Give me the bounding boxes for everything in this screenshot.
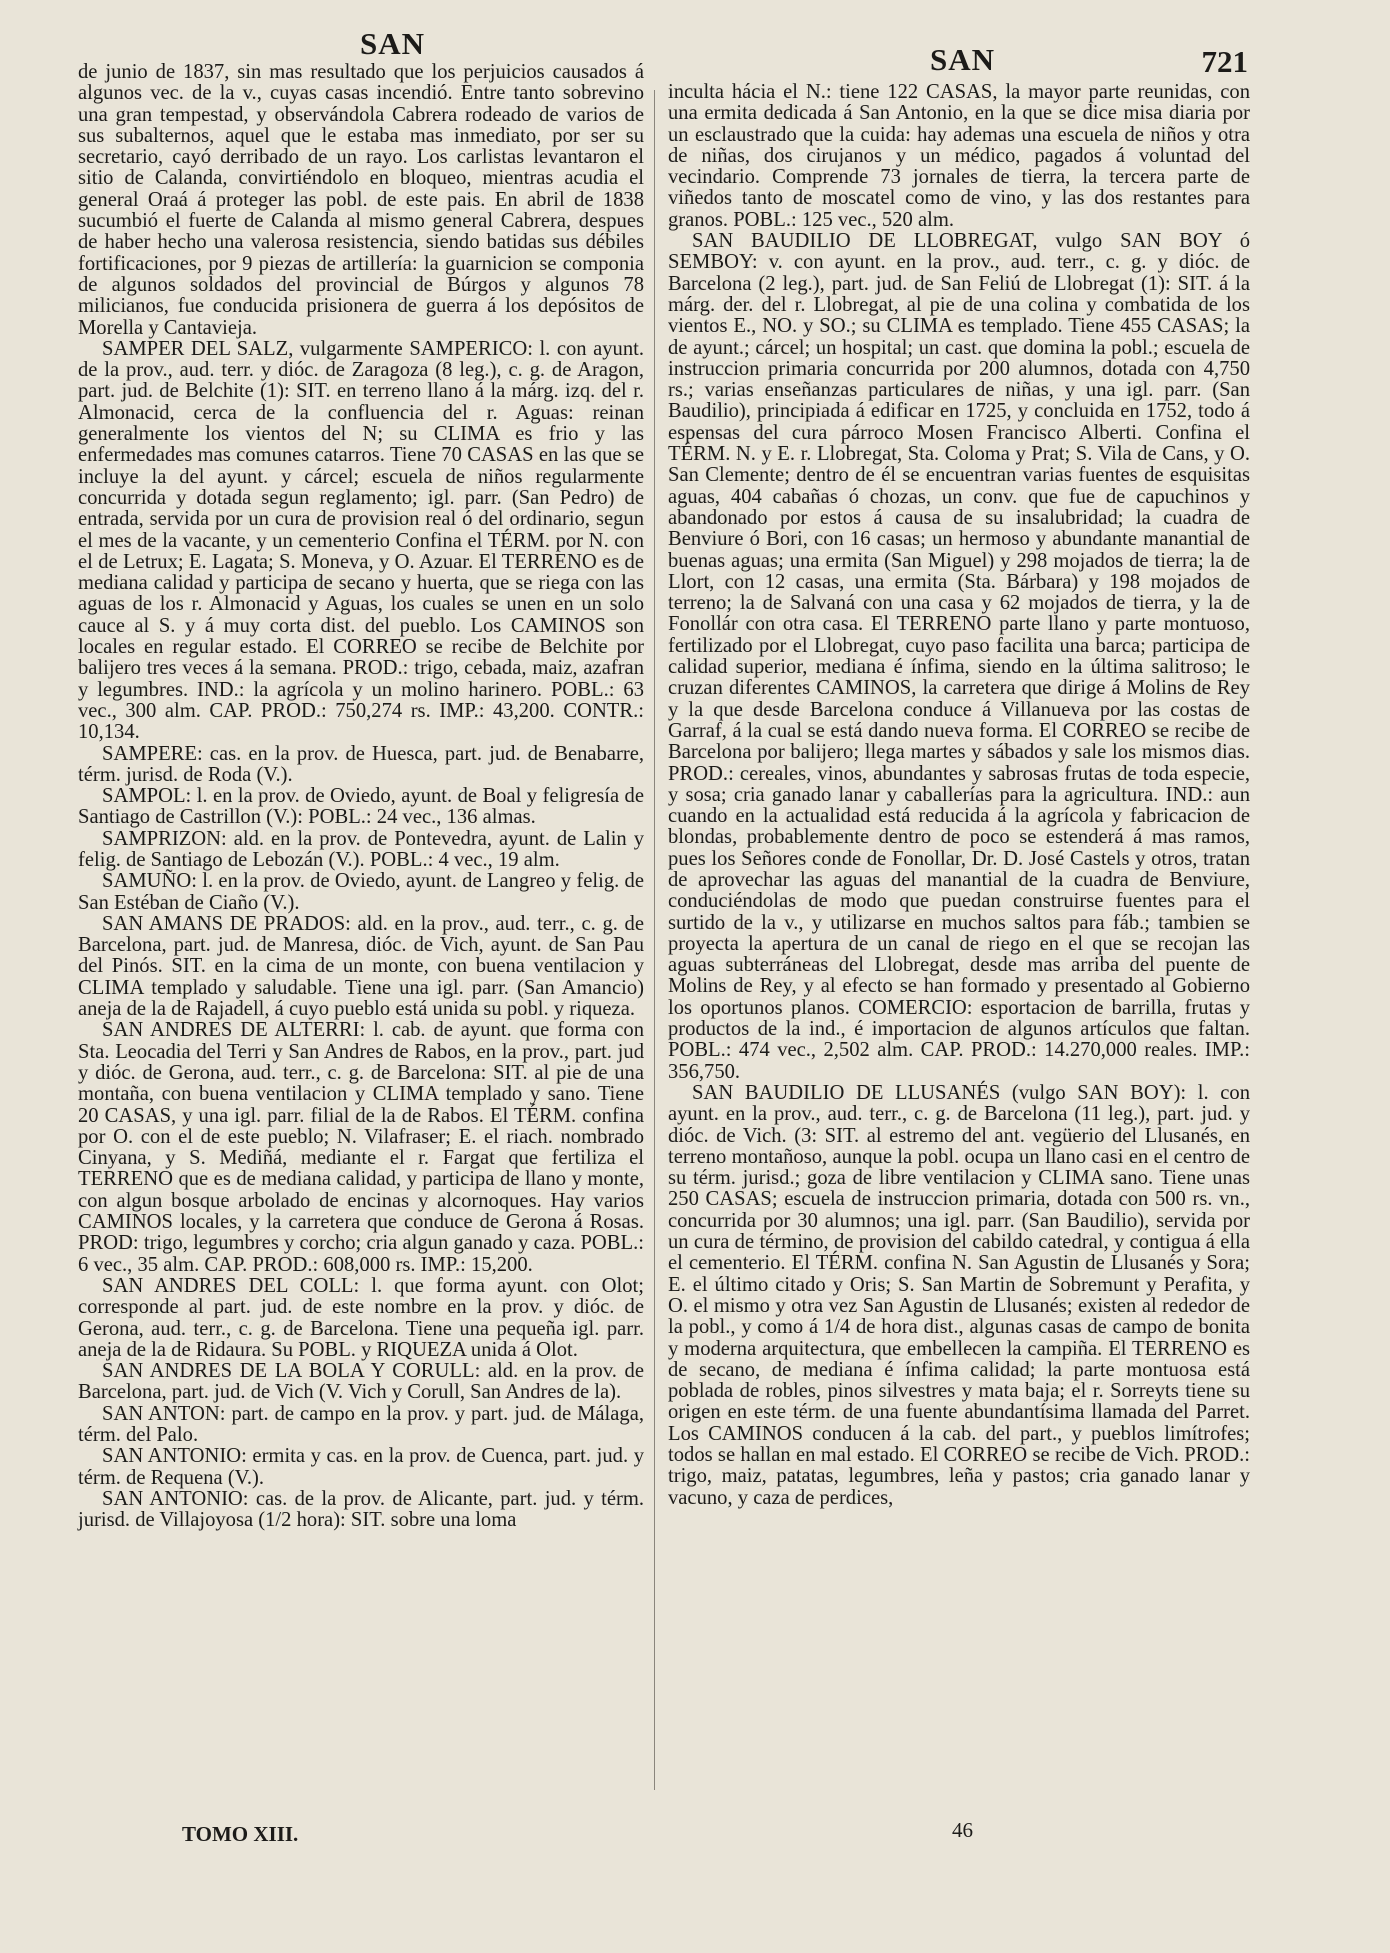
entry-text: SAMPER DEL SALZ, vulgarmente SAMPERICO: l. con ayunt. de la prov., aud. terr. y dióc. de Zaragoza (8 leg.), c. g. de Aragon, part. jud. de Belchite (1): SIT. en terreno llano á la márg. izq. del r. Almonacid, cerca de la confluencia del r. Aguas: reinan generalmente los vientos del N; su CLIMA es frio y las enfermedades mas comunes catarros. Tiene 70 CASAS en las que se incluye la del ayunt. y cárcel; escuela de niños regularmente concurrida y dotada segun reglamento; igl. parr. (San Pedro) de entrada, servida por un cura de provision real ó del ordinario, segun el mes de la vacante, y un cementerio Confina el TÉRM. por N. con el de Letrux; E. Lagata; S. Moneva, y O. Azuar. El TERRENO es de mediana calidad y participa de secano y huerta, que se riega con las aguas de los r. Almonacid y Aguas, los cuales se unen en un solo cauce al S. y á muy corta dist. del pueblo. Los CAMINOS son locales en regular estado. El CORREO se recibe de Belchite por balijero tres veces á la semana. PROD.: trigo, cebada, maiz, azafran y legumbres. IND.: la agrícola y un molino harinero. POBL.: 63 vec., 300 alm. CAP. PROD.: 750,274 rs. IMP.: 43,200. CONTR.: 10,134. [78, 337, 644, 744]
entry-text: SAMPERE: cas. en la prov. de Huesca, part. jud. de Benabarre, térm. jurisd. de Roda (V.). [78, 742, 644, 786]
entry-text: SAN ANTON: part. de campo en la prov. y part. jud. de Málaga, térm. del Palo. [78, 1402, 644, 1446]
entry-text: SAN BAUDILIO DE LLOBREGAT, vulgo SAN BOY ó SEMBOY: v. con ayunt. en la prov., aud. terr., c. g. y dióc. de Barcelona (2 leg.), part. jud. de San Feliú de Llobregat (1): SIT. á la márg. der. del r. Llobregat, al pie de una colina y combatida de los vientos E., NO. y SO.; su CLIMA es templado. Tiene 455 CASAS; la de ayunt.; cárcel; un hospital; un cast. que domina la pobl.; escuela de instruccion primaria concurrida por 200 alumnos, dotada con 4,750 rs.; varias enseñanzas particulares de niñas, y una igl. parr. (San Baudilio), principiada á edificar en 1725, y concluida en 1752, todo á espensas del cura párroco Mosen Francisco Alberti. Confina el TÉRM. N. y E. r. Llobregat, Sta. Coloma y Prat; S. Vila de Cans, y O. San Clemente; dentro de él se encuentran varias fuentes de esquisitas aguas, 404 cabañas ó chozas, un conv. que fue de capuchinos y abandonado por estos á causa de su insalubridad; la cuadra de Benviure ó Bori, con 16 casas; un hermoso y abundante manantial de buenas aguas; una ermita (San Miguel) y 298 mojados de tierra; la de Llort, con 12 casas, una ermita (Sta. Bárbara) y 198 mojados de terreno; la de Salvaná con una casa y 62 mojados de tierra, y la de Fonollár con otra casa. El TERRENO parte llano y parte montuoso, fertilizado por el Llobregat, cuyo paso facilita una barca; participa de calidad superior, mediana é ínfima, siendo en la última salitroso; le cruzan diferentes CAMINOS, la carretera que dirige á Molins de Rey y la que desde Barcelona conduce á Villanueva por las costas de Garraf, á la cual se está dando nueva forma. El CORREO se recibe de Barcelona por balijero; llega martes y sábados y sale los mismos dias. PROD.: cereales, vinos, abundantes y sabrosas frutas de toda especie, y sosa; cria ganado lanar y caballerías para la agricultura. IND.: aun cuando en la actualidad está reducida á la agrícola y fabricacion de blondas, probablemente dentro de poco se estenderá á mas ramos, pues los Señores conde de Fonollar, Dr. D. José Castels y otros, tratan de aprovechar las aguas del manantial de la cuadra de Benviure, conduciéndolas de modo que puedan construirse fuentes para el surtido de la v., y utilizarse en muchos saltos para fáb.; tambien se proyecta la apertura de un canal de riego en el que se recojan las aguas subterráneas del Llobregat, desde mas arriba del puente de Molins de Rey, y al efecto se han formado y presentado al Gobierno los oportunos planos. COMERCIO: esportacion de barrilla, frutas y productos de la ind., é importacion de algunos artículos que faltan. POBL.: 474 vec., 2,502 alm. CAP. PROD.: 14.270,000 reales. IMP.: 356,750. [668, 230, 1250, 1083]
running-head-left: SAN [360, 26, 426, 61]
entry-text: de junio de 1837, sin mas resultado que los perjuicios causados á algunos vec. de la v., cuyas casas incendió. Entre tanto sobrevino una gran tempestad, y observándola Cabrera rodeado de varios de sus subalternos, aquel que le estaba mas inmediato, por ser su secretario, cayó derribado de un rayo. Los carlistas levantaron el sitio de Calanda, convirtiéndolo en bloqueo, mientras acudia el general Oraá á proteger las pobl. de este pais. En abril de 1838 sucumbió el fuerte de Calanda al mismo general Cabrera, despues de haber hecho una valerosa resistencia, siendo batidas sus débiles fortificaciones, por 9 piezas de artillería: la guarnicion se componia de algunos soldados del provincial de Búrgos y algunos 78 milicianos, fue conducida prisionera de guerra á los depósitos de Morella y Cantavieja. [78, 61, 644, 339]
volume-label: TOMO XIII. [182, 1822, 299, 1846]
entry-text: SAN AMANS DE PRADOS: ald. en la prov., aud. terr., c. g. de Barcelona, part. jud. de Manresa, dióc. de Vich, ayunt. de San Pau del Pinós. SIT. en la cima de un monte, con buena ventilacion y CLIMA templado y saludable. Tiene una igl. parr. (San Amancio) aneja de la de Rajadell, á cuyo pueblo está unida su pobl. y riqueza. [78, 912, 644, 1021]
page-number: 721 [1201, 44, 1248, 79]
entry-text: SAN ANDRES DE ALTERRI: l. cab. de ayunt. que forma con Sta. Leocadia del Terri y San Andres de Rabos, en la prov., part. jud y dióc. de Gerona, aud. terr., c. g. de Barcelona: SIT. al pie de una montaña, con buena ventilacion y CLIMA templado y sano. Tiene 20 CASAS, y una igl. parr. filial de la de Rabos. El TÉRM. confina por O. con el de este pueblo; N. Vilafraser; E. el riach. nombrado Cinyana, y S. Mediñá, mediante el r. Fargat que fertiliza el TERRENO que es de mediana calidad, y participa de llano y monte, con algun bosque arbolado de encinas y alcornoques. Hay varios CAMINOS locales, y la carretera que conduce de Gerona á Rosas. PROD: trigo, legumbres y corcho; cria algun ganado y caza. POBL.: 6 vec., 35 alm. CAP. PROD.: 608,000 rs. IMP.: 15,200. [78, 1019, 644, 1276]
entry-text: SAMPOL: l. en la prov. de Oviedo, ayunt. de Boal y feligresía de Santiago de Castrillon (V.): POBL.: 24 vec., 136 almas. [78, 785, 644, 829]
entry-text: SAN BAUDILIO DE LLUSANÉS (vulgo SAN BOY): l. con ayunt. en la prov., aud. terr., c. g. de Barcelona (11 leg.), part. jud. y dióc. de Vich. (3: SIT. al estremo del ant. vegüerio del Llusanés, en terreno montañoso, aunque la pobl. ocupa un llano casi en el centro de su térm. jurisd.; goza de libre ventilacion y CLIMA sano. Tiene unas 250 CASAS; escuela de instruccion primaria, dotada con 500 rs. vn., concurrida por 30 alumnos; una igl. parr. (San Baudilio), servida por un cura de término, de provision del cabildo catedral, y contigua á ella el cementerio. El TÉRM. confina N. San Agustin de Llusanés y Sora; E. el último citado y Oris; S. San Martin de Sobremunt y Perafita, y O. el mismo y otra vez San Agustin de Llusanés; existen al rededor de la pobl., y como á 1/4 de hora dist., algunas casas de campo de bonita y moderna arquitectura, que embellecen la campiña. El TERRENO es de secano, de mediana é ínfima calidad; la parte montuosa está poblada de robles, pinos silvestres y mata baja; el r. Sorreyts tiene su origen en este térm. de una fuente abundantísima llamada del Parret. Los CAMINOS conducen á la cab. del part., y pueblos limítrofes; todos se hallan en mal estado. El CORREO se recibe de Vich. PROD.: trigo, maiz, patatas, legumbres, leña y pastos; cria ganado lanar y vacuno, y caza de perdices, [668, 1081, 1250, 1509]
entry-text: SAN ANTONIO: cas. de la prov. de Alicante, part. jud. y térm. jurisd. de Villajoyosa (1/2 hora): SIT. sobre una loma [78, 1487, 644, 1532]
right-column [668, 82, 1250, 1509]
entry-text: SAMPRIZON: ald. en la prov. de Pontevedra, ayunt. de Lalin y felig. de Santiago de Lebozán (V.). POBL.: 4 vec., 19 alm. [78, 827, 644, 871]
entry-text: SAN ANDRES DEL COLL: l. que forma ayunt. con Olot; corresponde al part. jud. de este nombre en la prov. y dióc. de Gerona, aud. terr., c. g. de Barcelona. Tiene una pequeña igl. parr. aneja de la de Ridaura. Su POBL. y RIQUEZA unida á Olot. [78, 1274, 644, 1361]
signature-mark: 46 [952, 1818, 973, 1842]
entry-text: SAN ANTONIO: ermita y cas. en la prov. de Cuenca, part. jud. y térm. de Requena (V.). [78, 1445, 644, 1489]
running-head-right: SAN [930, 42, 996, 77]
entry-text: SAN ANDRES DE LA BOLA Y CORULL: ald. en la prov. de Barcelona, part. jud. de Vich (V. Vich y Corull, San Andres de la). [78, 1360, 644, 1404]
entry-text: SAMUÑO: l. en la prov. de Oviedo, ayunt. de Langreo y felig. de San Estéban de Ciaño (V.). [78, 870, 644, 914]
entry-text: inculta hácia el N.: tiene 122 CASAS, la mayor parte reunidas, con una ermita dedicada á San Antonio, en la que se dice misa diaria por un esclaustrado que la cuida: hay ademas una escuela de niños y otra de niñas, dos cirujanos y un médico, pagados á voluntad del vecindario. Comprende 73 jornales de tierra, la tercera parte de viñedos tanto de moscatel como de vino, y las dos restantes para granos. POBL.: 125 vec., 520 alm. [668, 81, 1250, 231]
column-divider [654, 90, 655, 1790]
left-column [78, 62, 644, 1531]
